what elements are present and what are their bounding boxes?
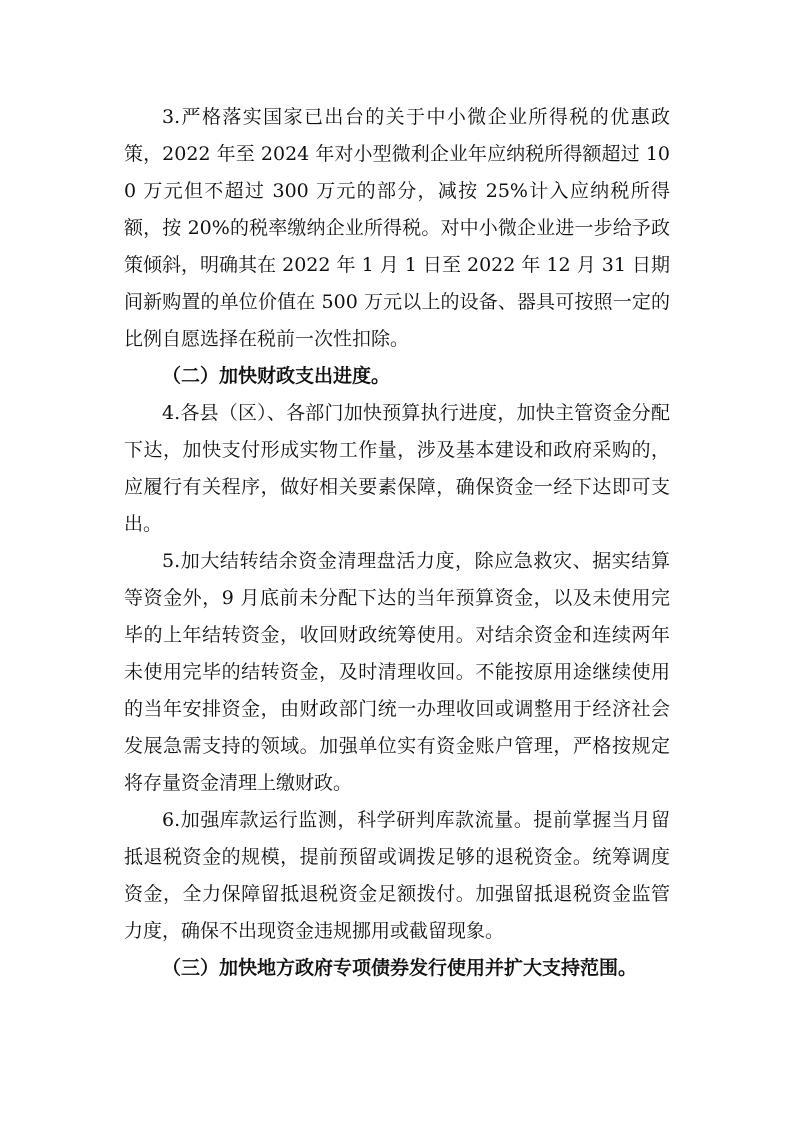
section-heading-2: （二）加快财政支出进度。 — [162, 365, 391, 387]
section-heading-3: （三）加快地方政府专项债券发行使用并扩大支持范围。 — [162, 957, 638, 979]
paragraph-4: 4.各县（区）、各部门加快预算执行进度，加快主管资金分配下达，加快支付形成实物工作量，涉及基本建设和政府采购的，应履行有关程序，做好相关要素保障，确保资金一经下达即可支出。 — [124, 402, 670, 535]
paragraph-5: 5.加大结转结余资金清理盘活力度，除应急救灾、据实结算等资金外，9 月底前未分配下达的当年预算资金，以及未使用完毕的上年结转资金，收回财政统筹使用。对结余资金和连续两年未使用完毕的结转资金，及时清理收回。不能按原用途继续使用的当年安排资金，由财政部门统一办理收回或调整用于经济社会发展急需支持的领域。加强单位实有资金账户管理，严格按规定将存量资金清理上缴财政。 — [124, 550, 670, 794]
paragraph-3: 3.严格落实国家已出台的关于中小微企业所得税的优惠政策，2022 年至 2024 年对小型微利企业年应纳税所得额超过 100 万元但不超过 300 万元的部分，减按 25%计入应纳税所得额，按 20%的税率缴纳企业所得税。对中小微企业进一步给予政策倾斜，明确其在 2022 年 1 月 1 日至 2022 年 12 月 31 日期间新购置的单位价值在 500 万元以上的设备、器具可按照一定的比例自愿选择在税前一次性扣除。 — [124, 106, 670, 350]
document-body — [124, 99, 670, 987]
paragraph-6: 6.加强库款运行监测，科学研判库款流量。提前掌握当月留抵退税资金的规模，提前预留或调拨足够的退税资金。统筹调度资金，全力保障留抵退税资金足额拨付。加强留抵退税资金监管力度，确保不出现资金违规挪用或截留现象。 — [124, 809, 670, 942]
